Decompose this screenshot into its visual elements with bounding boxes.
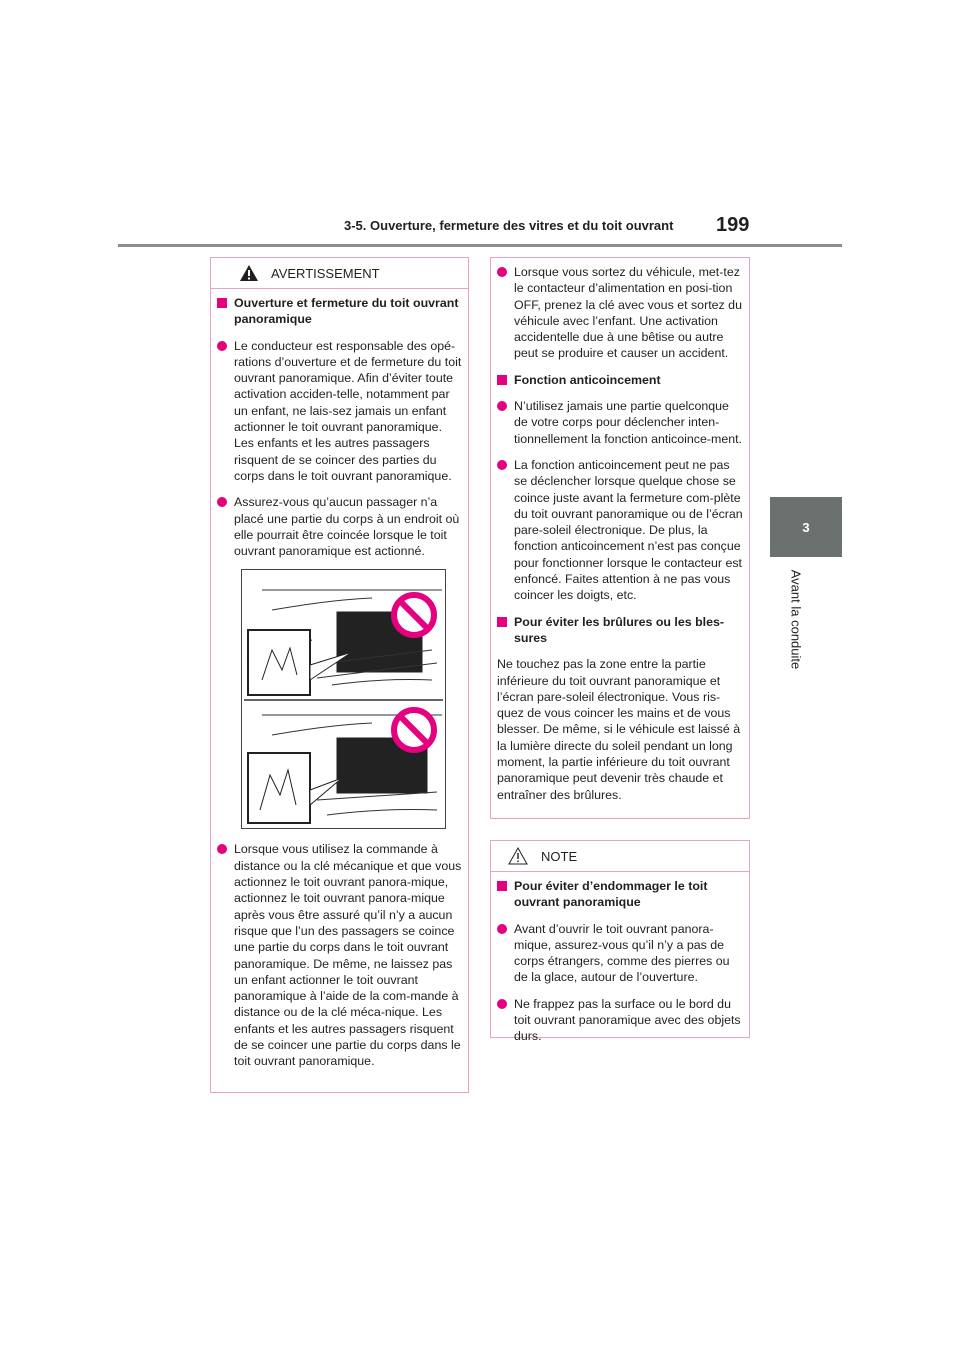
note-bullet-2: Ne frappez pas la surface ou le bord du toit ouvrant panoramique avec des objets durs. [497, 996, 743, 1045]
warning-heading-sunroof: Ouverture et fermeture du toit ouvrant panoramique [217, 295, 462, 328]
square-bullet-icon [497, 617, 507, 627]
section-title: 3-5. Ouverture, fermeture des vitres et du toit ouvrant [344, 218, 674, 233]
warning-cont-bullet-2: N’utilisez jamais une partie quelconque de votre corps pour déclencher inten-tionnellement la fonction anticoince-ment. [497, 398, 743, 447]
warning-header [211, 258, 468, 289]
chapter-label-text: Avant la conduite [788, 569, 804, 670]
note-bullet-1: Avant d’ouvrir le toit ouvrant panora-mique, assurez-vous qu’il n’y a pas de corps étrangers, comme des pierres ou de la glace, autour de l’ouverture. [497, 921, 743, 986]
note-header [491, 841, 749, 872]
warning-cont-bullet-3: La fonction anticoincement peut ne pas se déclencher lorsque quelque chose se coince juste avant la fermeture com-plète du toit ouvrant panoramique ou de l’écran pare-soleil électronique. De plus, la fonction anticoincement n’est pas conçue pour fonctionner lorsque le contacteur est enfoncé. Faites attention à ne pas vous coincer les doigts, etc. [497, 457, 743, 604]
warning-triangle-icon [239, 264, 259, 282]
heading-anti-pinch: Fonction anticoincement [497, 372, 743, 388]
sunroof-illustration [241, 569, 446, 829]
warning-bullet-3: Lorsque vous utilisez la commande à distance ou la clé mécanique et que vous actionnez le toit ouvrant panora-mique, actionnez le toit ouvrant panora-mique après vous être assuré qu’il n’y a aucun risque que l’un des passagers se coince une partie du corps dans le toit ouvrant panoramique. De même, ne laissez pas un enfant actionner le toit ouvrant panoramique à l’aide de la com-mande à distance ou de la clé méca-nique. Les enfants et les autres passagers risquent de se coincer une partie du corps dans le toit ouvrant panoramique. [217, 841, 462, 1069]
burns-paragraph: Ne touchez pas la zone entre la partie inférieure du toit ouvrant panoramique et l’écran pare-soleil électronique. Vous ris-quez de vous coincer les mains et de vous blesser. De même, si le véhicule est laissé à la lumière directe du soleil pendant un long moment, la partie inférieure du toit ouvrant panoramique peut devenir très chaude et entraîner des brûlures. [497, 657, 741, 802]
bullet-icon [497, 460, 507, 470]
chapter-tab [770, 497, 842, 557]
bullet-icon [217, 497, 227, 507]
bullet-icon [497, 401, 507, 411]
header-divider [118, 244, 842, 247]
bullet-icon [497, 999, 507, 1009]
chapter-side-label [786, 562, 806, 682]
note-box [490, 840, 750, 1044]
note-title: NOTE [541, 849, 578, 864]
square-bullet-icon [217, 298, 227, 308]
warning-continued-box [490, 257, 750, 819]
warning-bullet-2: Assurez-vous qu’aucun passager n’a placé une partie du corps à un endroit où elle pourrait être coincée lorsque le toit ouvrant panoramique est actionné. [217, 494, 462, 559]
square-bullet-icon [497, 375, 507, 385]
warning-cont-bullet-1: Lorsque vous sortez du véhicule, met-tez le contacteur d’alimentation en posi-tion OFF, prenez la clé avec vous et sortez du véhicule avec l’enfant. Une activation accidentelle due à une bêtise ou autre peut se produire et causer un accident. [497, 264, 743, 362]
square-bullet-icon [497, 881, 507, 891]
bullet-icon [217, 844, 227, 854]
prohibited-hands-illustration [242, 570, 445, 828]
warning-title: AVERTISSEMENT [271, 266, 380, 281]
heading-burns: Pour éviter les brûlures ou les bles-sures [497, 614, 743, 647]
page-number: 199 [716, 214, 750, 236]
note-heading: Pour éviter d’endommager le toit ouvrant panoramique [497, 878, 743, 911]
bullet-icon [497, 924, 507, 934]
chapter-number: 3 [802, 519, 810, 535]
warning-bullet-1: Le conducteur est responsable des opé-rations d’ouverture et de fermeture du toit ouvrant panoramique. Afin d’éviter toute activation acciden-telle, notamment par un enfant, ne lais-sez jamais un enfant actionner le toit ouvrant panoramique. Les enfants et les autres passagers risquent de se coincer des parties du corps dans le toit ouvrant panoramique. [217, 338, 462, 485]
bullet-icon [497, 267, 507, 277]
warning-box [210, 257, 469, 1093]
caution-triangle-icon [508, 847, 528, 865]
bullet-icon [217, 341, 227, 351]
